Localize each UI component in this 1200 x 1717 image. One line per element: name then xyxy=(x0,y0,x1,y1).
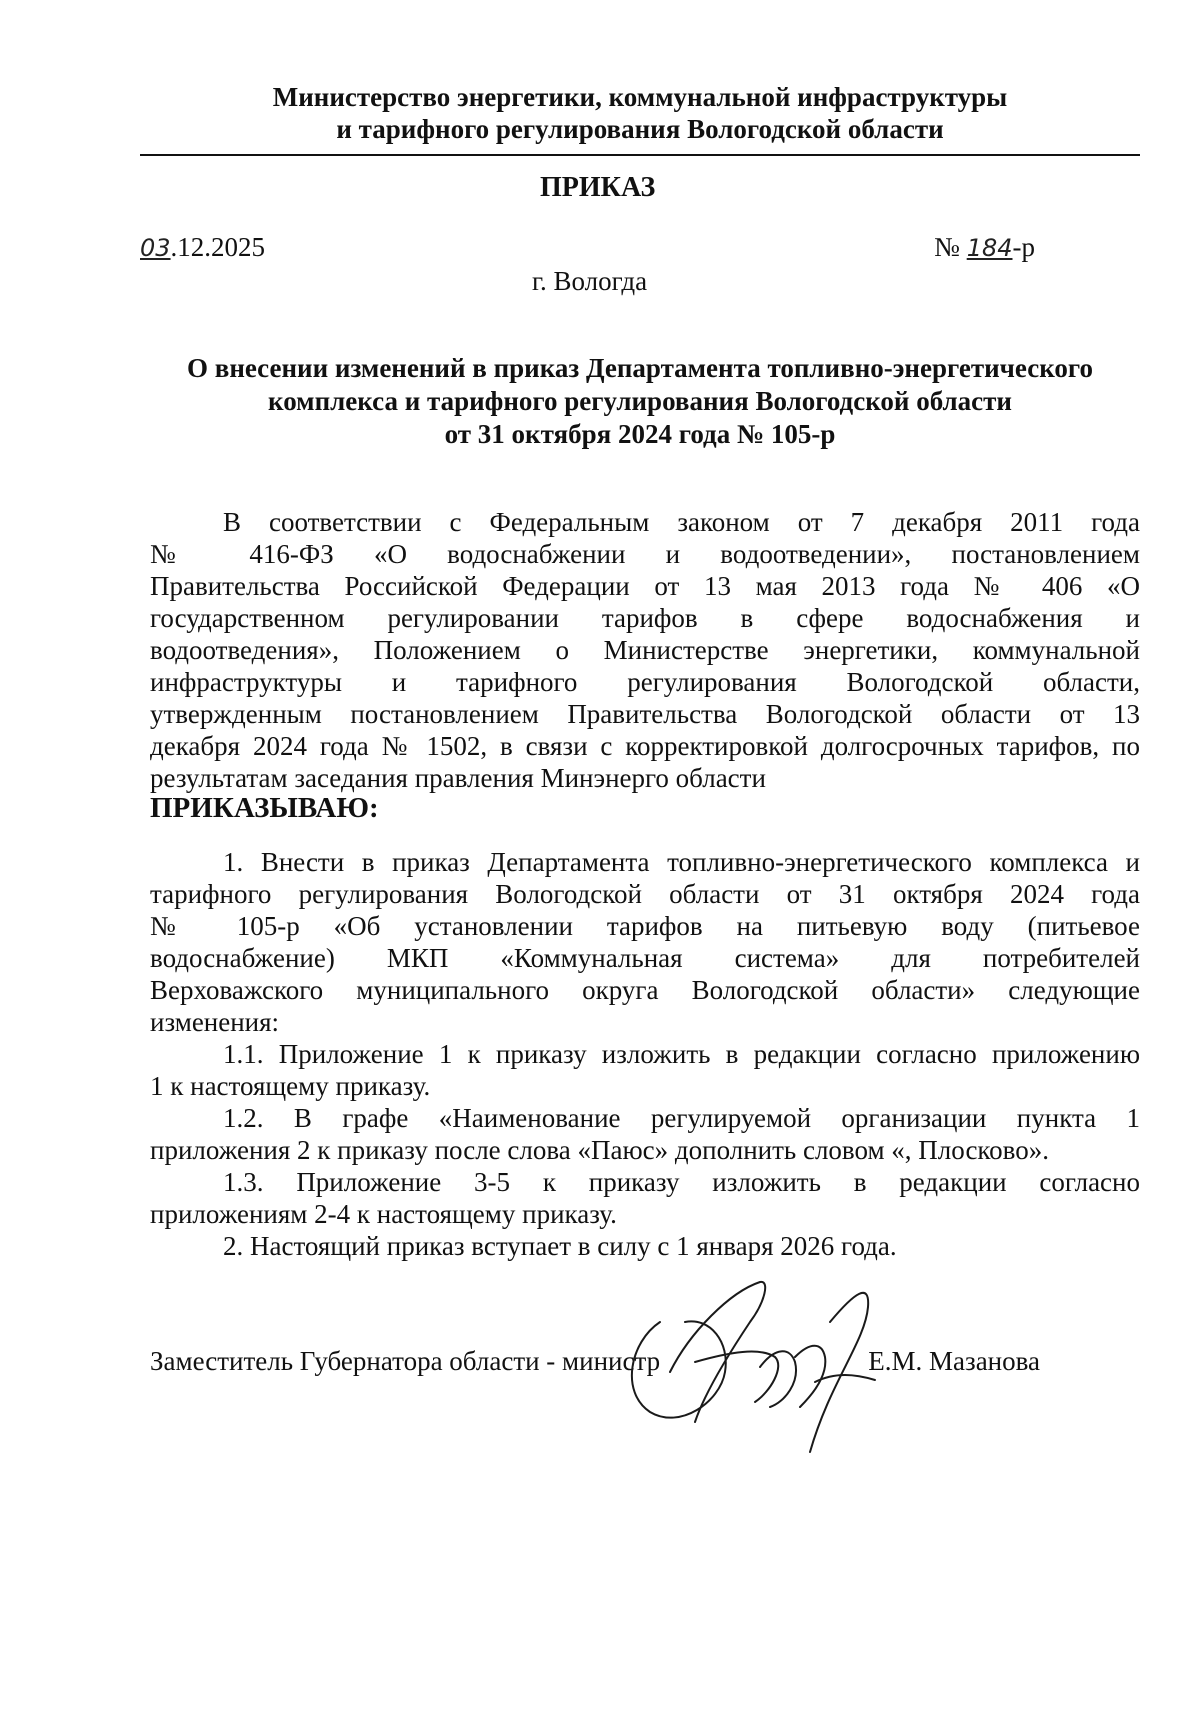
ministry-name-line2: и тарифного регулирования Вологодской области xyxy=(336,114,944,144)
item-line: изменения: xyxy=(150,1007,280,1037)
preamble-line: декабря 2024 года № 1502, в связи с корректировкой долгосрочных тарифов, по xyxy=(150,731,1140,761)
item-line: Верховажского муниципального округа Вологодской области» следующие xyxy=(150,975,1140,1005)
preamble-line: В соответствии с Федеральным законом от 7 декабря 2011 года xyxy=(223,507,1140,537)
number-handwritten: 184 xyxy=(966,234,1013,262)
item-line: 1. Внести в приказ Департамента топливно-энергетического комплекса и xyxy=(223,847,1140,877)
preamble-line: инфраструктуры и тарифного регулирования Вологодской области, xyxy=(150,667,1140,697)
number-suffix: -р xyxy=(1012,232,1035,262)
item-line: тарифного регулирования Вологодской области от 31 октября 2024 года xyxy=(150,879,1140,909)
item-line: 1.3. Приложение 3-5 к приказу изложить в редакции согласно xyxy=(223,1167,1140,1197)
order-date xyxy=(140,232,265,263)
item-line: водоснабжение) МКП «Коммунальная система» для потребителей xyxy=(150,943,1140,973)
header-divider xyxy=(140,154,1140,156)
preamble-line: утвержденным постановлением Правительства Вологодской области от 13 xyxy=(150,699,1140,729)
preamble-line: результатам заседания правления Минэнерго области xyxy=(150,763,766,793)
order-number xyxy=(934,232,1035,263)
item-2: 2. Настоящий приказ вступает в силу с 1 января 2026 года. xyxy=(223,1231,897,1261)
item-line: № 105-р «Об установлении тарифов на питьевую воду (питьевое xyxy=(150,911,1140,941)
title-line2: комплекса и тарифного регулирования Вологодской области xyxy=(268,386,1012,416)
preamble-line: № 416-ФЗ «О водоснабжении и водоотведении», постановлением xyxy=(150,539,1140,569)
handwritten-signature xyxy=(600,1262,900,1472)
preamble-line: Правительства Российской Федерации от 13 мая 2013 года № 406 «О xyxy=(150,571,1140,601)
title-line1: О внесении изменений в приказ Департамента топливно-энергетического xyxy=(186,353,1093,383)
date-rest: .12.2025 xyxy=(170,232,266,262)
city: г. Вологда xyxy=(532,266,648,296)
number-prefix: № xyxy=(934,232,967,262)
signatory-name: Е.М. Мазанова xyxy=(868,1346,1040,1376)
signatory-position: Заместитель Губернатора области - министр xyxy=(150,1346,661,1376)
date-day-handwritten: 03 xyxy=(140,234,171,262)
title-line3: от 31 октября 2024 года № 105-р xyxy=(444,419,836,449)
ministry-name-line1: Министерство энергетики, коммунальной инфраструктуры xyxy=(272,82,1008,112)
preamble-line: государственном регулировании тарифов в сфере водоснабжения и xyxy=(150,603,1140,633)
order-word: ПРИКАЗЫВАЮ: xyxy=(150,792,379,824)
item-line: 1.1. Приложение 1 к приказу изложить в редакции согласно приложению xyxy=(223,1039,1140,1069)
document-type: ПРИКАЗ xyxy=(540,172,656,203)
item-line: приложениям 2-4 к настоящему приказу. xyxy=(150,1199,617,1229)
preamble-line: водоотведения», Положением о Министерстве энергетики, коммунальной xyxy=(150,635,1140,665)
item-line: приложения 2 к приказу после слова «Паюс» дополнить словом «, Плосково». xyxy=(150,1135,1049,1165)
item-line: 1.2. В графе «Наименование регулируемой организации пункта 1 xyxy=(223,1103,1140,1133)
item-line: 1 к настоящему приказу. xyxy=(150,1071,431,1101)
